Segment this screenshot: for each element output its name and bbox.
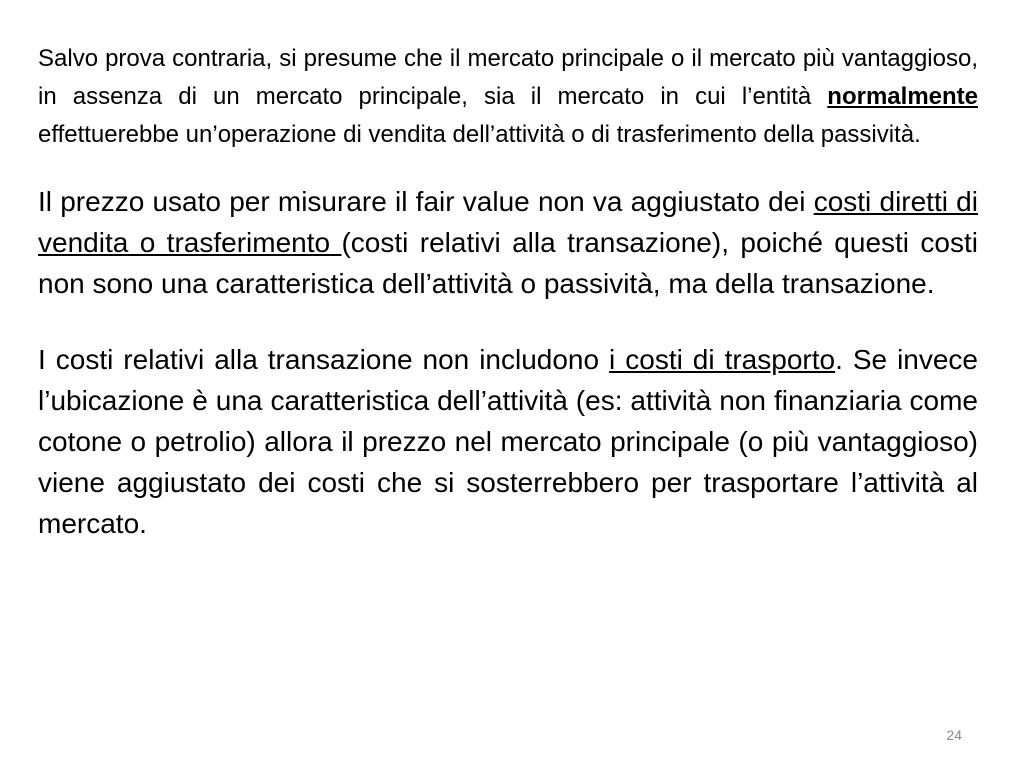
paragraph-market-presumption [38, 40, 978, 154]
paragraph-1-text-end: effettuerebbe un’operazione di vendita dell’attività o di trasferimento della passività. [38, 121, 921, 148]
paragraph-1-text-start: Salvo prova contraria, si presume che il mercato principale o il mercato più vantaggioso, in assenza di un mercato principale, sia il mercato in cui l’entità [38, 45, 978, 110]
slide-body [38, 40, 978, 544]
underlined-direct-costs: costi diretti di vendita o trasferimento [38, 186, 978, 258]
underlined-transport-costs: i costi di trasporto [609, 344, 836, 375]
paragraph-3-text-start: I costi relativi alla transazione non includono [38, 344, 610, 375]
paragraph-2-text-start: Il prezzo usato per misurare il fair value non va aggiustato dei [38, 186, 814, 217]
paragraph-3-text-end: . Se invece l’ubicazione è una caratteristica dell’attività (es: attività non finanziaria come cotone o petrolio) allora il prezzo nel mercato principale (o più vantaggioso) viene aggiustato dei costi che si sosterrebbero per trasportare l’attività al mercato. [38, 344, 978, 539]
page-number: 24 [946, 727, 962, 743]
paragraph-2-text-end: (costi relativi alla transazione), poiché questi costi non sono una caratteristica dell’attività o passività, ma della transazione. [38, 227, 978, 299]
emphasis-normalmente: normalmente [827, 83, 978, 110]
paragraph-fair-value-price [38, 181, 978, 304]
paragraph-transport-costs [38, 339, 978, 544]
